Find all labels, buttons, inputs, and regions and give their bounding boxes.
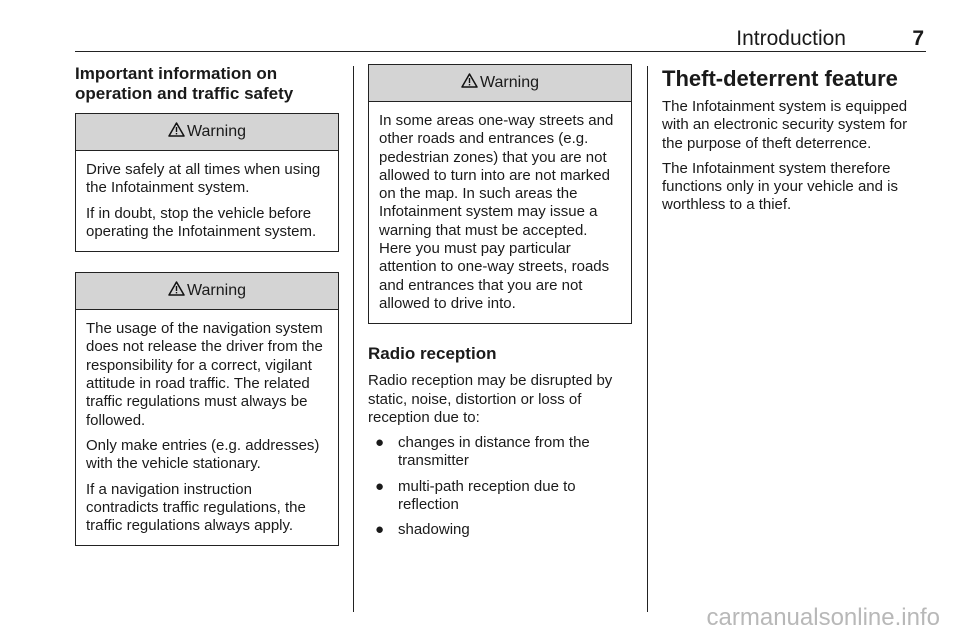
warning-text: If a navigation instruction contradicts traffic regulations, the traffic regulations always apply. [86,480,306,535]
warning-text: Only make entries (e.g. addresses) with the vehicle stationary. [86,436,320,473]
page-number: 7 [912,27,924,50]
warning-text: In some areas one-way streets and other roads and entrances (e.g. pedestrian zones) that you are not allowed to turn into are not marked on the map. In such areas the Infotainment system may issue a warning that must be accepted. Here you must pay particular attention to one-way streets, roads and entrances that you are not allowed to drive into. [379,112,614,312]
radio-reception-text: Radio reception may be disrupted by static, noise, distortion or loss of reception due to: [368,372,613,426]
section-title: Important information on operation and traffic safety [75,64,294,103]
list-item: ● changes in distance from the transmitter [375,434,590,470]
warning-label: Warning [480,74,539,91]
warning-label: Warning [187,282,246,300]
warning-triangle-icon [461,73,478,93]
bullet-list [368,434,632,539]
chapter-title: Introduction [736,27,846,50]
column-divider [353,66,354,612]
theft-deterrent-text: The Infotainment system is equipped with an electronic security system for the purpose of theft deterrence. [662,98,908,152]
watermark: carmanualsonline.info [706,604,940,631]
radio-reception-title: Radio reception [368,344,497,364]
warning-box [75,272,339,546]
column-left [75,64,339,566]
warning-text: Drive safely at all times when using the Infotainment system. [86,161,321,197]
column-right [662,64,930,222]
column-middle [368,64,632,547]
bullet-icon: ● [375,521,385,539]
list-item: ● multi-path reception due to reflection [375,477,576,514]
page-header [75,27,926,52]
bullet-icon: ● [375,477,385,495]
warning-triangle-icon [168,281,185,301]
column-divider [647,66,648,612]
warning-triangle-icon [168,122,185,142]
warning-text: The usage of the navigation system does not release the driver from the responsibility for a correct, vigilant attitude in road traffic. The related traffic regulations must always be followed. [86,320,323,429]
warning-box [75,113,339,252]
list-item: ● shadowing [375,521,470,539]
warning-header [76,273,338,310]
warning-header [76,114,338,151]
theft-deterrent-text: The Infotainment system therefore functions only in your vehicle and is worthless to a thief. [662,159,898,214]
bullet-icon: ● [375,434,385,452]
warning-box [368,64,632,324]
warning-text: If in doubt, stop the vehicle before operating the Infotainment system. [86,204,317,240]
warning-header [369,65,631,102]
theft-deterrent-title: Theft-deterrent feature [662,66,898,91]
warning-label: Warning [187,123,246,140]
